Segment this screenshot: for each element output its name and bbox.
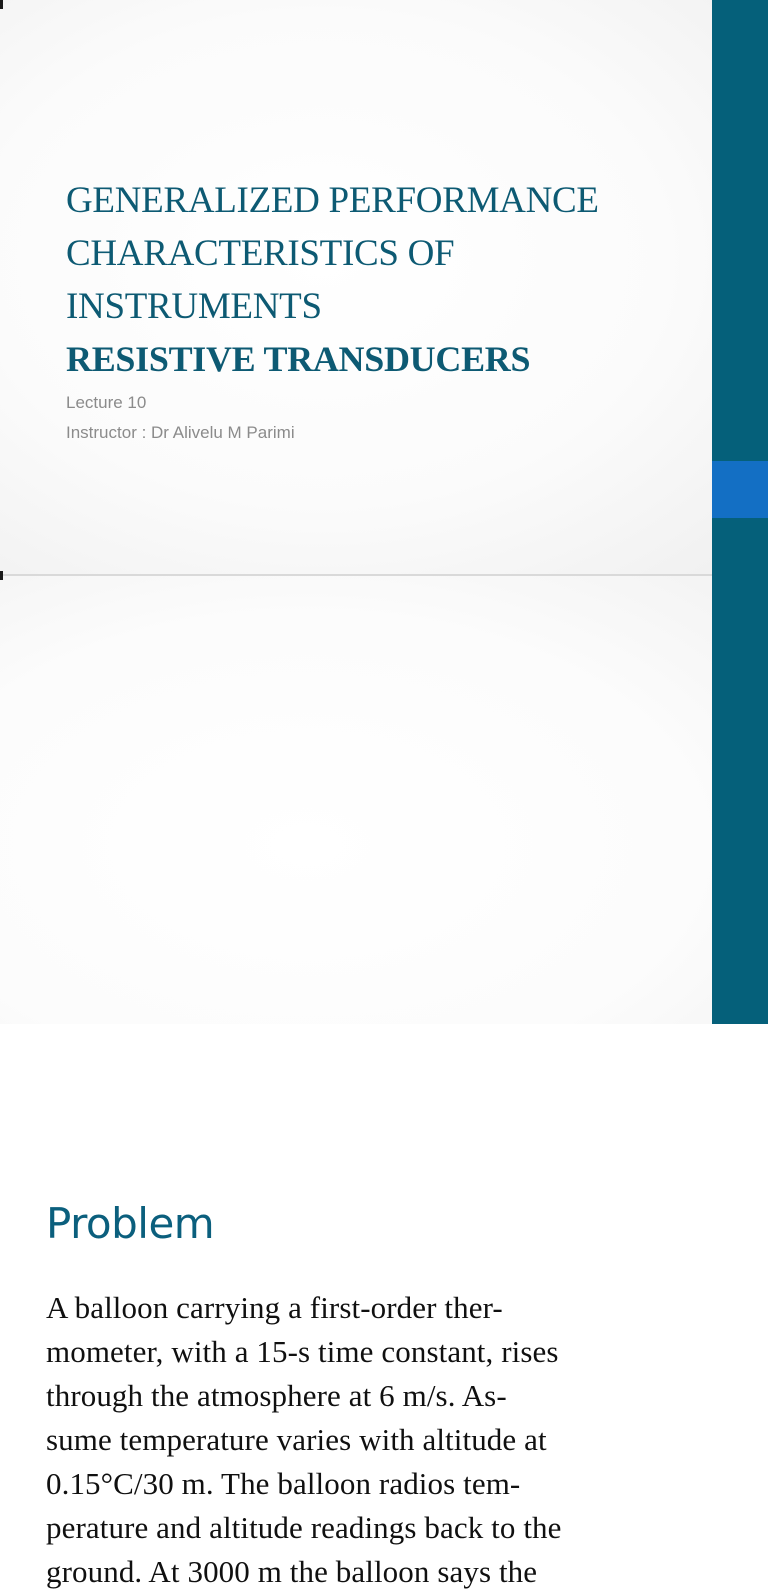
problem-line: perature and altitude readings back to the bbox=[46, 1510, 562, 1545]
problem-line: sume temperature varies with altitude at bbox=[46, 1422, 547, 1457]
title-line: CHARACTERISTICS OF bbox=[66, 233, 455, 274]
problem-line: A balloon carrying a first-order ther- bbox=[46, 1290, 503, 1325]
problem-line: through the atmosphere at 6 m/s. As- bbox=[46, 1378, 507, 1413]
problem-line: ground. At 3000 m the balloon says the bbox=[46, 1554, 538, 1589]
problem-line: mometer, with a 15-s time constant, rises bbox=[46, 1334, 559, 1369]
problem-line: 0.15°C/30 m. The balloon radios tem- bbox=[46, 1466, 521, 1501]
lecture-label: Lecture 10 bbox=[66, 393, 147, 412]
slide-subtitle: RESISTIVE TRANSDUCERS bbox=[66, 339, 531, 379]
slide-title bbox=[66, 174, 686, 386]
decorative-side-accent bbox=[712, 461, 768, 518]
title-line: GENERALIZED PERFORMANCE bbox=[66, 180, 599, 221]
slide-meta bbox=[66, 388, 295, 448]
problem-slide bbox=[0, 576, 768, 1589]
problem-heading: Problem bbox=[46, 1199, 215, 1248]
problem-statement bbox=[46, 1286, 650, 1594]
title-line: INSTRUMENTS bbox=[66, 286, 322, 327]
slide-edge-mark bbox=[0, 0, 3, 9]
slide-edge-mark bbox=[0, 571, 3, 580]
instructor-label: Instructor : Dr Alivelu M Parimi bbox=[66, 423, 295, 442]
title-slide bbox=[0, 0, 768, 576]
